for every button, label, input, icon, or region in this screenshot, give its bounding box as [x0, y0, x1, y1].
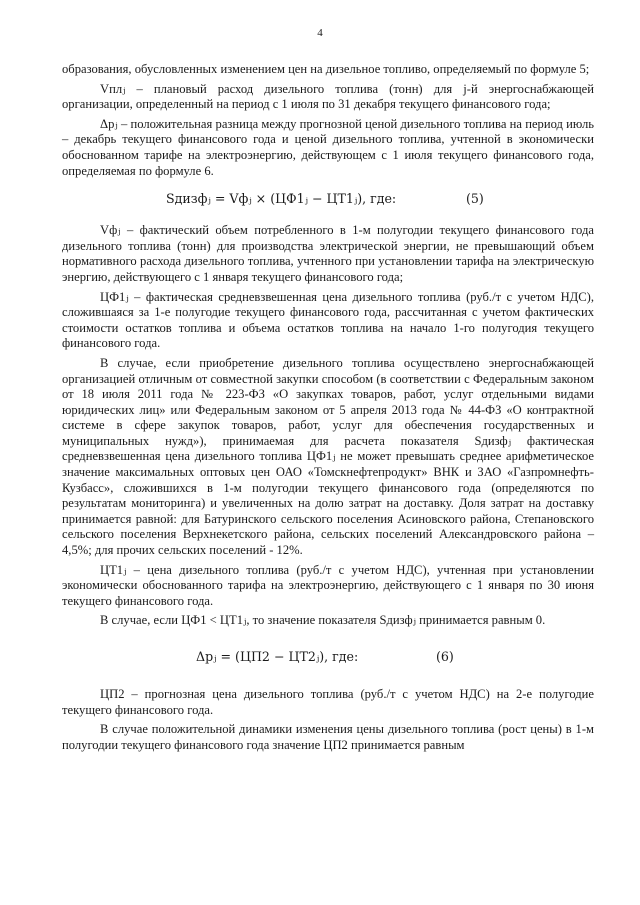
paragraph: ЦП2 – прогнозная цена дизельного топлива (руб./т с учетом НДС) на 2-е полугодие текущего финансового года.: [62, 687, 594, 717]
paragraph: Vфⱼ – фактический объем потребленного в 1-м полугодии текущего финансового года дизельного топлива (тонн) для производства электрической энергии, не превышающий объем нормативного расхода дизельного топлива, учтенного при установлении тарифа на электрическую энергию, действующего с 1 января текущего финансового года;: [62, 223, 594, 284]
paragraph: Vплⱼ – плановый расход дизельного топлива (тонн) для j-й энергоснабжающей организации, определенный на период с 1 июля по 31 декабря текущего финансового года;: [62, 81, 594, 112]
formula-5: [62, 189, 594, 211]
paragraph: Δpⱼ – положительная разница между прогнозной ценой дизельного топлива на период июль – декабрь текущего финансового года и ценой дизельного топлива, учтенной в экономически обоснованном тарифе на электроэнергию, действующем с 1 июля текущего финансового года, определяемая по формуле 6.: [62, 116, 594, 178]
paragraph: В случае положительной динамики изменения цены дизельного топлива (рост цены) в 1-м полугодии текущего финансового года значение ЦП2 принимается равным: [62, 722, 594, 752]
paragraph: ЦТ1ⱼ – цена дизельного топлива (руб./т с учетом НДС), учтенная при установлении экономически обоснованного тарифа на электроэнергию, действующего с 1 января по 30 июня текущего финансового года.: [62, 562, 594, 608]
paragraph: образования, обусловленных изменением цен на дизельное топливо, определяемый по формуле 5;: [62, 62, 590, 76]
formula-6-number: (6): [436, 649, 454, 664]
page-number: 4: [317, 27, 323, 39]
formula-6-expression: Δpⱼ = (ЦП2 − ЦТ2ⱼ), где:: [196, 649, 359, 664]
formula-5-number: (5): [466, 191, 484, 207]
paragraph: В случае, если приобретение дизельного топлива осуществлено энергоснабжающей организацией отличным от совместной закупки способом (в соответствии с Федеральным законом от 18 июля 2011 года № 223-ФЗ «О закупках товаров, работ, услуг отдельными видами юридических лиц» или Федеральным законом от 5 апреля 2013 года № 44-ФЗ «О контрактной системе в сфере закупок товаров, работ, услуг для обеспечения государственных и муниципальных нужд»), принимаемая для расчета показателя Sдизфⱼ фактическая средневзвешенная цена дизельного топлива ЦФ1ⱼ не может превышать среднее арифметическое значение максимальных оптовых цен ОАО «Томскнефтепродукт» ВНК и ЗАО «Газпромнефть-Кузбасс», сложившихся в 1-м полугодии текущего финансового года (определяются по результатам мониторинга) и увеличенных на долю затрат на доставку. Доля затрат на доставку принимается равной: для Батуринского сельского поселения Асиновского района, Степановского сельского поселения Верхнекетского района, сельских поселений Александровского района – 4,5%; для прочих сельских поселений - 12%.: [62, 355, 594, 558]
paragraph: В случае, если ЦФ1 < ЦТ1ⱼ, то значение показателя Sдизфⱼ принимается равным 0.: [100, 613, 546, 628]
paragraph: ЦФ1ⱼ – фактическая средневзвешенная цена дизельного топлива (руб./т с учетом НДС), сложившаяся за 1-е полугодие текущего финансового года, рассчитанная с учетом фактических стоимости остатков топлива и объема остатков топлива на начало 1-го полугодия текущего финансового года.: [62, 289, 594, 351]
formula-6: [62, 647, 594, 669]
document-body: [62, 62, 594, 753]
formula-5-expression: Sдизфⱼ = Vфⱼ × (ЦФ1ⱼ − ЦТ1ⱼ), где:: [166, 191, 397, 207]
